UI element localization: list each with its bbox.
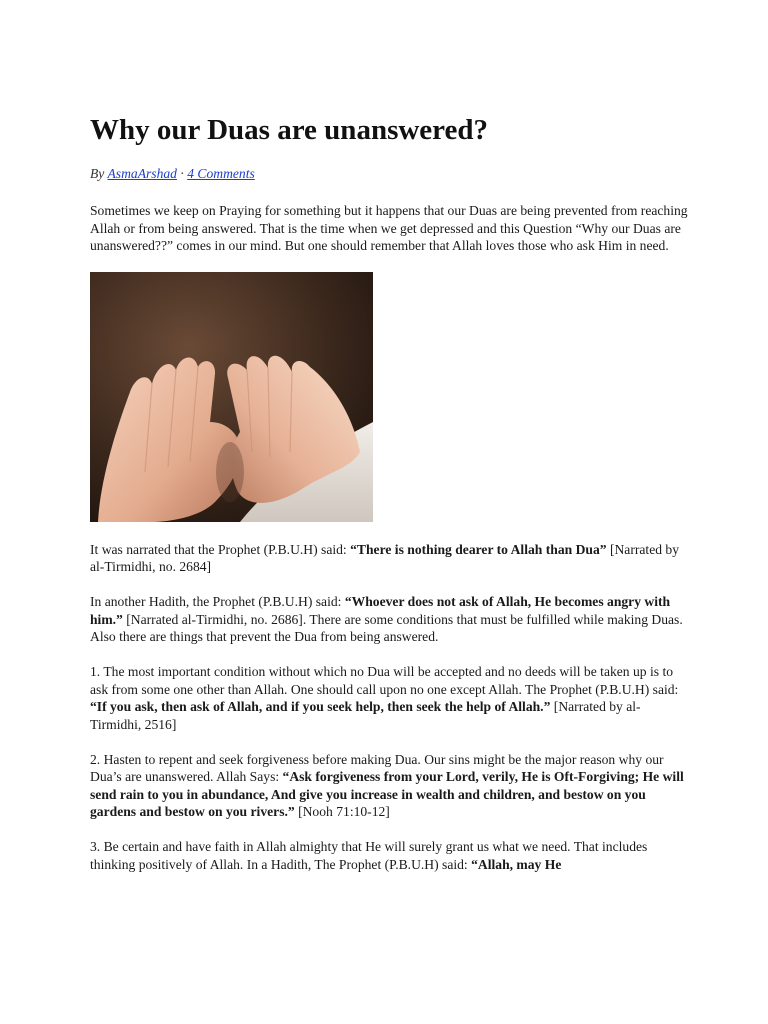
condition-1-paragraph xyxy=(90,663,690,733)
condition-1-ref: [Narrated by al-Tirmidhi, 2516] xyxy=(90,699,641,732)
condition-3-paragraph xyxy=(90,838,690,873)
hadith-2-quote: “Whoever does not ask of Allah, He becomes angry with him.” xyxy=(90,594,671,627)
hadith-paragraph-2 xyxy=(90,593,690,646)
condition-1-lead: 1. The most important condition without which no Dua will be accepted and no deeds will be taken up is to ask from some one other than Allah. One should call upon no one except Allah. The Prophet (P.B.U.H) said: xyxy=(90,664,679,697)
hands-illustration xyxy=(90,272,373,522)
byline xyxy=(90,165,690,183)
hadith-2-lead: In another Hadith, the Prophet (P.B.U.H) said: xyxy=(90,594,345,609)
condition-2-ref: [Nooh 71:10-12] xyxy=(294,804,390,819)
condition-1-quote: “If you ask, then ask of Allah, and if you seek help, then seek the help of Allah.” xyxy=(90,699,551,714)
condition-2-paragraph xyxy=(90,751,690,821)
hadith-1-ref: [Narrated by al-Tirmidhi, no. 2684] xyxy=(90,541,680,574)
byline-separator: · xyxy=(180,166,184,181)
article-title: Why our Duas are unanswered? xyxy=(90,114,489,146)
condition-3-quote: “Allah, may He xyxy=(471,856,562,872)
author-link[interactable]: AsmaArshad xyxy=(107,166,177,181)
hadith-1-lead: It was narrated that the Prophet (P.B.U.H) said: xyxy=(90,541,351,557)
condition-3-lead: 3. Be certain and have faith in Allah almighty that He will surely grant us what we need. That includes thinking positively of Allah. In a Hadith, The Prophet (P.B.U.H) said: xyxy=(90,839,648,872)
intro-paragraph: Sometimes we keep on Praying for something but it happens that our Duas are being prevented from reaching Allah or from being answered. That is the time when we get depressed and this Question “Why our Duas are unanswered??” comes in our mind. But one should remember that Allah loves those who ask Him in need. xyxy=(90,203,688,253)
comments-link[interactable]: 4 Comments xyxy=(187,166,255,181)
condition-2-quote: “Ask forgiveness from your Lord, verily, He is Oft-Forgiving; He will send rain to you in abundance, And give you increase in wealth and children, and bestow on you gardens and bestow on you rivers.” xyxy=(90,769,684,819)
article xyxy=(90,108,690,873)
hadith-1-quote: “There is nothing dearer to Allah than Dua” xyxy=(350,541,607,557)
dua-hands-photo xyxy=(90,272,373,522)
byline-prefix: By xyxy=(90,166,105,181)
hadith-paragraph-1 xyxy=(90,541,690,576)
condition-2-lead: 2. Hasten to repent and seek forgiveness before making Dua. Our sins might be the major reason why our Dua’s are unanswered. Allah Says: xyxy=(90,751,664,784)
hadith-2-tail: [Narrated al-Tirmidhi, no. 2686]. There are some conditions that must be fulfilled while making Duas. Also there are things that prevent the Dua from being answered. xyxy=(90,611,683,644)
